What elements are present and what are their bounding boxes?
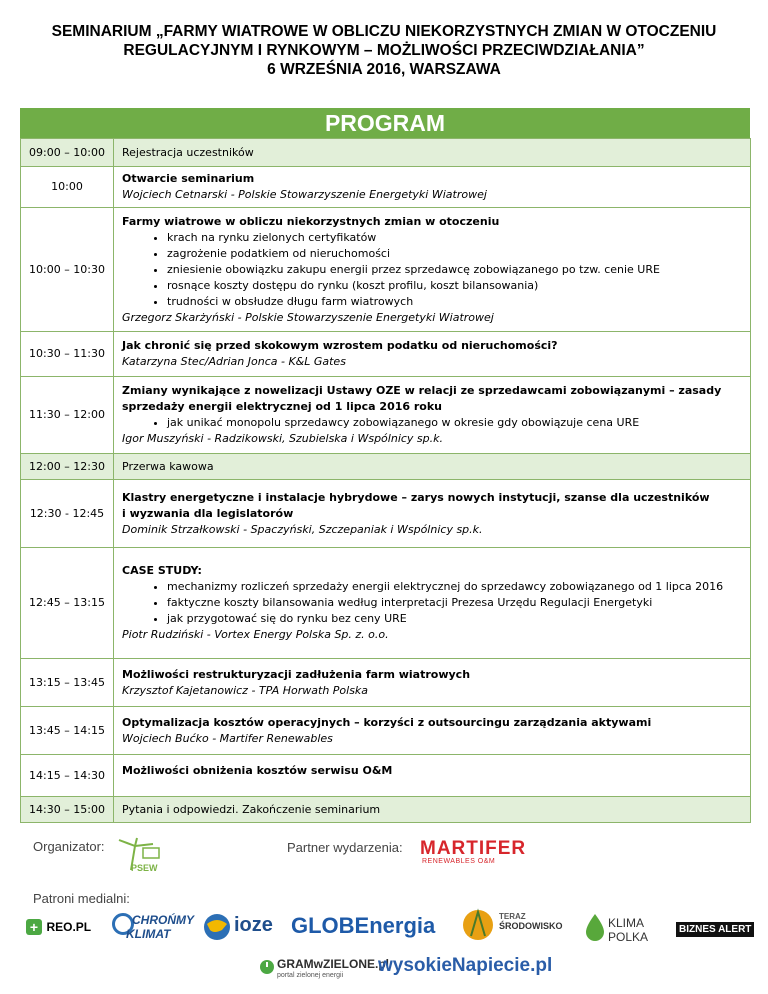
srodowisko-text: ŚRODOWISKO — [499, 921, 563, 931]
bullet-item: • jak przygotować się do rynku bez ceny URE — [167, 611, 742, 627]
table-row — [21, 797, 751, 823]
biznes-alert-logo: BIZNES ALERT — [676, 922, 754, 937]
partner-label: Partner wydarzenia: — [287, 840, 403, 855]
power-icon — [259, 959, 275, 975]
bullet-item: • krach na rynku zielonych certyfikatów — [167, 230, 742, 246]
table-row — [21, 208, 751, 332]
psew-text: PSEW — [131, 863, 158, 873]
row-time: 10:00 — [21, 167, 114, 208]
ioze-text: ioze — [234, 914, 273, 936]
table-row — [21, 548, 751, 659]
leaf-icon — [461, 906, 495, 944]
globenergia-logo: GLOBEnergia — [291, 913, 436, 938]
row-title: Pytania i odpowiedzi. Zakończenie seminarium — [114, 797, 751, 823]
teraz-srodowisko-logo — [461, 906, 571, 950]
row-time: 13:15 – 13:45 — [21, 659, 114, 707]
row-speaker: Katarzyna Stec/Adrian Jonca - K&L Gates — [122, 355, 346, 368]
row-speaker: Dominik Strzałkowski - Spaczyński, Szczepaniak i Wspólnicy sp.k. — [122, 522, 483, 536]
row-title: Klastry energetyczne i instalacje hybrydowe – zarys nowych instytucji, szanse dla uczestników — [122, 490, 710, 504]
bullet-item: • mechanizmy rozliczeń sprzedaży energii elektrycznej do sprzedawcy zobowiązanego od 1 lipca 2016 — [167, 579, 742, 595]
row-speaker: Igor Muszyński - Radzikowski, Szubielska i Wspólnicy sp.k. — [122, 432, 444, 445]
table-row — [21, 707, 751, 755]
gram-w-zielone-logo — [259, 957, 389, 987]
table-row — [21, 480, 751, 548]
wysokie-napiecie-logo: wysokieNapiecie.pl — [378, 955, 553, 976]
seminar-header — [0, 22, 768, 79]
program-title: PROGRAM — [20, 108, 750, 138]
row-title: Jak chronić się przed skokowym wzrostem podatku od nieruchomości? — [122, 339, 558, 352]
row-title: Przerwa kawowa — [114, 454, 751, 480]
bullet-list — [122, 230, 742, 310]
klimat-text: KLIMAT — [126, 927, 171, 941]
row-time: 14:30 – 15:00 — [21, 797, 114, 823]
row-time: 12:45 – 13:15 — [21, 548, 114, 659]
psew-logo — [113, 836, 163, 876]
row-speaker: Piotr Rudziński - Vortex Energy Polska Sp. z. o.o. — [122, 628, 389, 641]
row-time: 12:30 - 12:45 — [21, 480, 114, 548]
table-row — [21, 332, 751, 377]
reo-logo — [26, 918, 91, 938]
chronmy-klimat-logo — [112, 911, 194, 945]
bullet-item: • zniesienie obowiązku zakupu energii przez sprzedawcę zobowiązanego po tzw. cenie URE — [167, 262, 742, 278]
organizer-label: Organizator: — [33, 839, 105, 854]
chronmy-text: CHROŃMY — [132, 913, 194, 927]
header-line-1: SEMINARIUM „FARMY WIATROWE W OBLICZU NIEKORZYSTNYCH ZMIAN W OTOCZENIU — [51, 23, 717, 40]
reo-text: REO.PL — [46, 919, 92, 934]
row-title: Rejestracja uczestników — [114, 139, 751, 167]
table-row — [21, 659, 751, 707]
bullet-item: • zagrożenie podatkiem od nieruchomości — [167, 246, 742, 262]
row-time: 14:15 – 14:30 — [21, 755, 114, 797]
patrons-label: Patroni medialni: — [33, 891, 130, 906]
row-title: Możliwości restrukturyzacji zadłużenia farm wiatrowych — [122, 667, 471, 681]
row-speaker: Wojciech Bućko - Martifer Renewables — [122, 731, 333, 745]
gram-subtitle: portal zielonej energii — [277, 972, 344, 979]
polka-text: POLKA — [608, 930, 649, 944]
row-title: Zmiany wynikające z nowelizacji Ustawy OZE w relacji ze sprzedawcami zobowiązanymi – zasady — [122, 384, 722, 397]
row-title-cont: sprzedaży energii elektrycznej od 1 lipca 2016 roku — [122, 400, 443, 413]
row-time: 12:00 – 12:30 — [21, 454, 114, 480]
ioze-logo — [202, 912, 277, 944]
bullet-item: • jak unikać monopolu sprzedawcy zobowiązanego w okresie gdy obowiązuje cena URE — [167, 415, 742, 431]
row-title: Otwarcie seminarium — [122, 172, 255, 185]
martifer-subtitle: RENEWABLES O&M — [422, 858, 496, 865]
row-speaker: Wojciech Cetnarski - Polskie Stowarzyszenie Energetyki Wiatrowej — [122, 188, 487, 201]
plus-icon: + — [26, 919, 42, 935]
row-time: 10:30 – 11:30 — [21, 332, 114, 377]
row-time: 09:00 – 10:00 — [21, 139, 114, 167]
table-row — [21, 755, 751, 797]
row-title-cont: i wyzwania dla legislatorów — [122, 506, 294, 520]
klima-text: KLIMA — [608, 916, 645, 930]
table-row — [21, 454, 751, 480]
klima-polka-logo — [584, 912, 654, 948]
bullet-item: • faktyczne koszty bilansowania według interpretacji Prezesa Urzędu Regulacji Energetyki — [167, 595, 742, 611]
row-speaker: Krzysztof Kajetanowicz - TPA Horwath Polska — [122, 683, 369, 697]
martifer-logo: MARTIFER — [420, 838, 527, 859]
gram-text: GRAMwZIELONE.pl — [277, 957, 389, 971]
row-time: 11:30 – 12:00 — [21, 377, 114, 454]
row-speaker: Grzegorz Skarżyński - Polskie Stowarzyszenie Energetyki Wiatrowej — [122, 310, 494, 324]
row-title: CASE STUDY: — [122, 564, 202, 577]
program-table — [20, 138, 751, 823]
table-row — [21, 139, 751, 167]
teraz-text: TERAZ — [499, 912, 526, 921]
bullet-list — [122, 579, 742, 627]
droplet-icon — [584, 912, 606, 942]
globe-icon — [202, 912, 232, 942]
row-time: 10:00 – 10:30 — [21, 208, 114, 332]
row-time: 13:45 – 14:15 — [21, 707, 114, 755]
bullet-item: • trudności w obsłudze długu farm wiatrowych — [167, 294, 742, 310]
header-line-2: REGULACYJNYM I RYNKOWYM – MOŻLIWOŚCI PRZECIWDZIAŁANIA” — [123, 42, 645, 59]
row-title: Możliwości obniżenia kosztów serwisu O&M — [122, 764, 393, 777]
bullet-list — [122, 415, 742, 431]
bullet-item: • rosnące koszty dostępu do rynku (koszt profilu, koszt bilansowania) — [167, 278, 742, 294]
header-line-3: 6 WRZEŚNIA 2016, WARSZAWA — [267, 61, 501, 78]
row-title: Optymalizacja kosztów operacyjnych – korzyści z outsourcingu zarządzania aktywami — [122, 715, 652, 729]
row-title: Farmy wiatrowe w obliczu niekorzystnych zmian w otoczeniu — [122, 214, 500, 228]
table-row — [21, 377, 751, 454]
table-row — [21, 167, 751, 208]
